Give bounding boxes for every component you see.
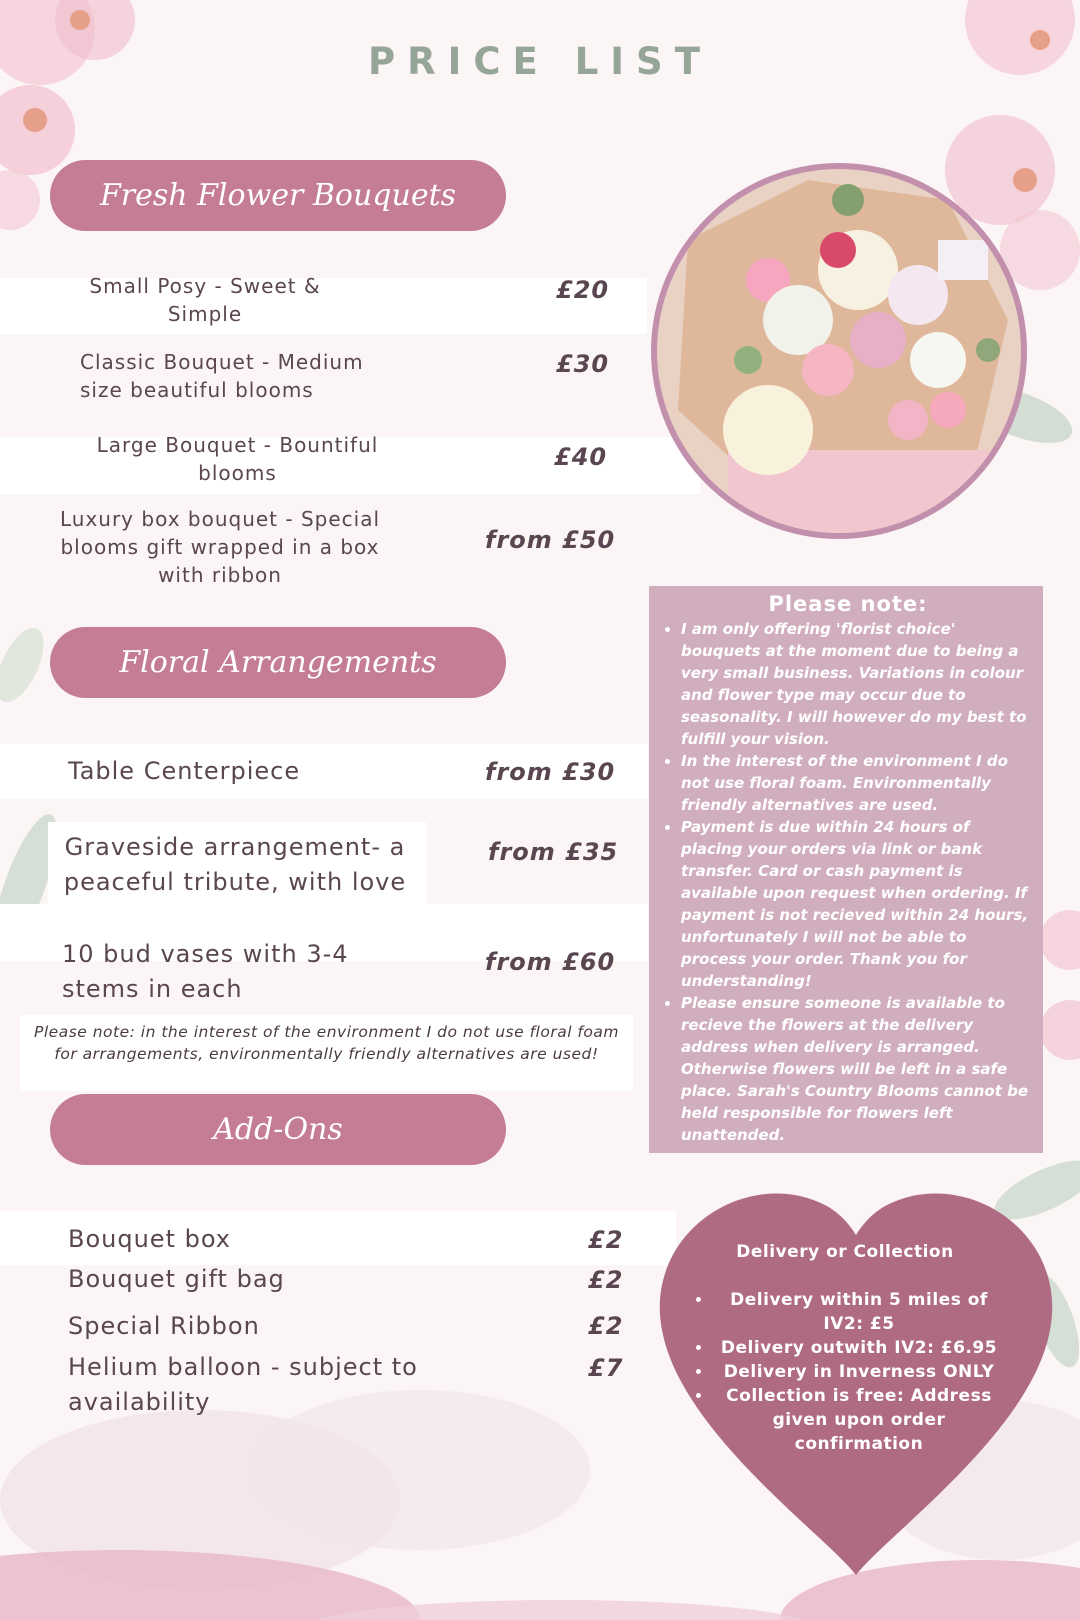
delivery-point: • Delivery within 5 miles of IV2: £5 (713, 1288, 1005, 1336)
please-note-point: • Please ensure someone is available to recieve the flowers at the delivery address when delivery is arranged. Otherwise flowers will be left in a safe place. Sarah's Country Blooms cannot be held responsible for flowers left unattended. (681, 992, 1033, 1146)
arrangement-item-name: Graveside arrangement- a peaceful tribute, with love (63, 833, 407, 896)
please-note-heading: Please note: (768, 592, 928, 616)
bouquet-item-price: from £50 (485, 526, 616, 554)
bouquet-item-price: £30 (556, 350, 610, 378)
addon-item-price: £2 (588, 1312, 624, 1340)
section-heading-bouquets: Fresh Flower Bouquets (50, 160, 506, 231)
section-heading-addons: Add-Ons (50, 1094, 506, 1165)
delivery-list (685, 1288, 1005, 1456)
delivery-point: • Delivery in Inverness ONLY (713, 1360, 1005, 1384)
delivery-info (685, 1240, 1005, 1456)
arrangement-note: Please note: in the interest of the environment I do not use floral foam for arrangements, environmentally friendly alternatives are used! (20, 1015, 633, 1091)
bouquet-item-name: Small Posy - Sweet & Simple (89, 274, 321, 326)
arrangement-item-price: from £30 (485, 758, 616, 786)
delivery-heading: Delivery or Collection (736, 1242, 954, 1262)
addon-item-name: Special Ribbon (68, 1312, 260, 1340)
addon-item-name: Helium balloon - subject to availability (68, 1353, 418, 1416)
please-note-point: • In the interest of the environment I do not use floral foam. Environmentally friendly alternatives are used. (681, 750, 1033, 816)
page-title: PRICE LIST (368, 40, 712, 83)
please-note-box (649, 586, 1043, 1153)
delivery-point: • Collection is free: Address given upon order confirmation (713, 1384, 1005, 1456)
please-note-point: • I am only offering 'florist choice' bouquets at the moment due to being a very small business. Variations in colour and flower type may occur due to seasonality. I will however do my best to fulfill your vision. (681, 618, 1033, 750)
bouquet-item-name: Classic Bouquet - Medium size beautiful blooms (80, 350, 364, 402)
arrangement-item-name: Table Centerpiece (68, 757, 301, 785)
bouquet-item-name: Luxury box bouquet - Special blooms gift wrapped in a box with ribbon (59, 507, 381, 587)
leaf-decoration-left (0, 620, 50, 710)
arrangement-item-price: from £60 (485, 948, 616, 976)
arrangement-item-price: from £35 (488, 838, 619, 866)
bouquet-item-price: £40 (554, 443, 608, 471)
please-note-point: • Payment is due within 24 hours of placing your orders via link or bank transfer. Card or cash payment is available upon request when ordering. If payment is not recieved within 24 hours, unfortunately I will not be able to process your order. Thank you for understanding! (681, 816, 1033, 992)
bouquet-item-price: £20 (556, 276, 610, 304)
bouquet-item-name: Large Bouquet - Bountiful blooms (96, 433, 379, 485)
addon-item-price: £2 (588, 1226, 624, 1254)
addon-item-name: Bouquet gift bag (68, 1265, 285, 1293)
section-heading-arrangements: Floral Arrangements (50, 627, 506, 698)
bouquet-photo (648, 160, 1030, 542)
delivery-point: • Delivery outwith IV2: £6.95 (713, 1336, 1005, 1360)
please-note-list (663, 618, 1033, 1146)
arrangement-item-name: 10 bud vases with 3-4 stems in each (62, 940, 349, 1003)
addon-item-price: £2 (588, 1266, 624, 1294)
addon-item-name: Bouquet box (68, 1225, 231, 1253)
addon-item-price: £7 (588, 1354, 624, 1382)
